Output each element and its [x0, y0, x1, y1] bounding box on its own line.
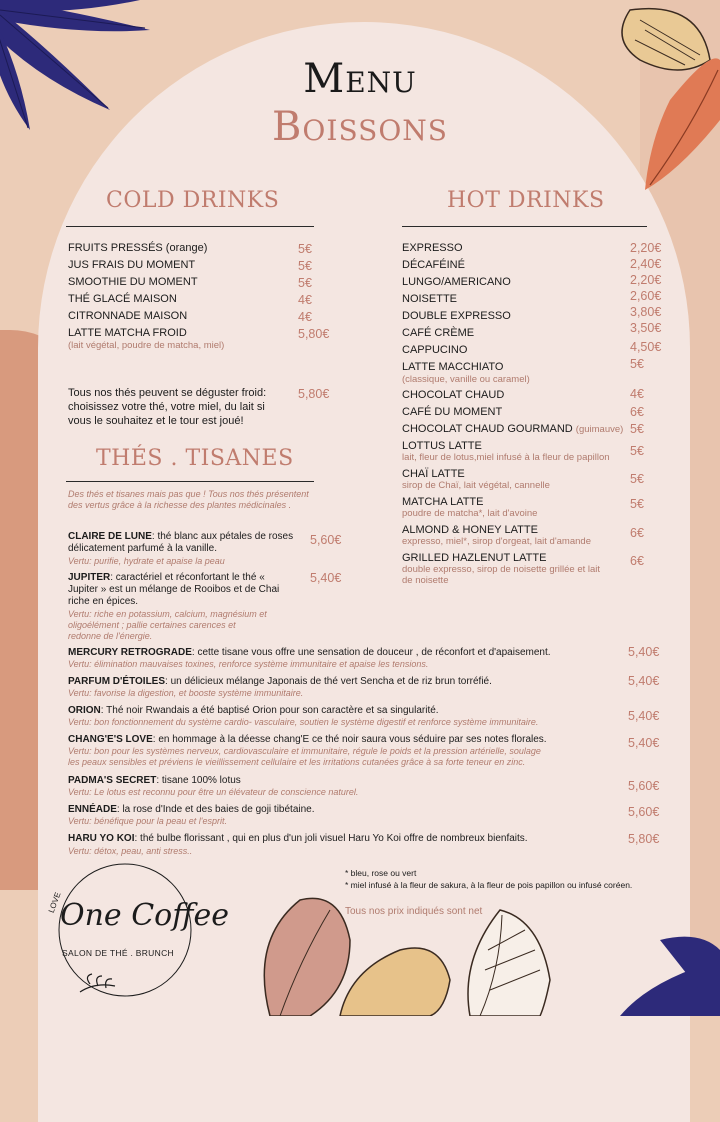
tea-item-price: 5,40€ [628, 709, 660, 723]
hot-item-sub: lait, fleur de lotus,miel infusé à la fleur de papillon [402, 452, 610, 463]
hot-item-name: LATTE MACCHIATO [402, 361, 504, 373]
logo-brand-name: One Coffee [60, 898, 229, 933]
hot-drinks-rule [402, 226, 647, 227]
hot-item-sub: sirop de Chaï, lait végétal, cannelle [402, 480, 550, 491]
tea-item-desc: : thé blanc aux pétales de roses [151, 531, 294, 542]
tea-item-vertu: Vertu: bon fonctionnement du système cardio- vasculaire, soutien le système digestif et renforce système immunitaire. [68, 717, 539, 727]
hot-item-extra: (guimauve) [575, 424, 624, 435]
prices-net-note: Tous nos prix indiqués sont net [345, 906, 483, 917]
tea-item-name: ENNÉADE [68, 804, 117, 815]
tea-item-vertu: Vertu: bon pour les systèmes nerveux, cardiovasculaire et immunitaire, régule le poids et la pression artérielle, soulage [68, 746, 541, 756]
teas-rule [66, 481, 314, 482]
one-coffee-logo [40, 862, 240, 1012]
hot-item-sub: double expresso, sirop de noisette grillée et lait [402, 564, 601, 575]
footnote-colors: * bleu, rose ou vert [345, 868, 417, 878]
tea-item-vertu: Vertu: bénéfique pour la peau et l'esprit. [68, 816, 227, 826]
hot-item-name: ALMOND & HONEY LATTE [402, 524, 538, 536]
iced-tea-price: 5,80€ [298, 387, 330, 401]
hot-item-price: 5€ [630, 422, 644, 436]
tea-item-price: 5,60€ [628, 805, 660, 819]
hot-item-name: LOTTUS LATTE [402, 440, 482, 452]
tea-item-name: CHANG'E'S LOVE [68, 734, 153, 745]
tea-item-line [68, 705, 439, 717]
tea-item-vertu: redonne de l'énergie. [68, 631, 153, 641]
hot-item-price: 2,60€ [630, 289, 662, 303]
tea-item-name: MERCURY RETROGRADE [68, 647, 192, 658]
tea-item-desc: délicatement parfumé à la vanille. [68, 543, 217, 554]
iced-tea-note-line: Tous nos thés peuvent se déguster froid: [68, 387, 267, 399]
cold-item-sub: (lait végétal, poudre de matcha, miel) [68, 340, 225, 351]
hot-item-name: CHAÏ LATTE [402, 468, 465, 480]
tea-item-desc: : tisane 100% lotus [156, 775, 241, 786]
cold-item-price: 5€ [298, 242, 312, 256]
cold-item-name: SMOOTHIE DU MOMENT [68, 276, 198, 288]
tea-item-vertu: Vertu: détox, peau, anti stress.. [68, 846, 193, 856]
cold-item-name: CITRONNADE MAISON [68, 310, 188, 322]
tea-item-name: ORION [68, 705, 101, 716]
hot-item-price: 5€ [630, 444, 644, 458]
tea-item-line [68, 804, 315, 816]
tea-item-line [68, 572, 265, 584]
tea-item-desc: : en hommage à la déesse chang'E ce thé noir saura vous séduire par ses notes florales. [152, 734, 547, 745]
tea-item-price: 5,40€ [628, 736, 660, 750]
cold-item-price: 5€ [298, 259, 312, 273]
hot-item-price: 5€ [630, 497, 644, 511]
logo-tagline: SALON DE THÉ . BRUNCH [62, 948, 174, 958]
hot-item-name: NOISETTE [402, 293, 458, 305]
tea-item-line [68, 676, 492, 688]
iced-tea-note-line: choisissez votre thé, votre miel, du lait si [68, 401, 265, 413]
tea-item-price: 5,60€ [628, 779, 660, 793]
tea-item-name: HARU YO KOI [68, 833, 135, 844]
tea-item-vertu: Vertu: Le lotus est reconnu pour être un élévateur de conscience naturel. [68, 787, 359, 797]
tea-item-line [68, 833, 528, 845]
tea-item-line [68, 647, 551, 659]
cold-drinks-rule [66, 226, 314, 227]
hot-item-price: 4,50€ [630, 340, 662, 354]
menu-title: Menu [303, 56, 417, 102]
tea-item-vertu: Vertu: favorise la digestion, et booste système immunitaire. [68, 688, 304, 698]
hot-item-price: 2,20€ [630, 241, 662, 255]
tea-item-desc: : caractériel et réconfortant le thé « [110, 572, 265, 583]
hot-item-price: 2,20€ [630, 273, 662, 287]
cold-item-name: JUS FRAIS DU MOMENT [68, 259, 196, 271]
tea-item-vertu: Vertu: élimination mauvaises toxines, renforce système immunitaire et apaise les tensions. [68, 659, 429, 669]
hot-item-price: 6€ [630, 526, 644, 540]
tea-item-desc: : thé bulbe florissant , qui en plus d'un joli visuel Haru Yo Koi offre de nombreux bienfaits. [134, 833, 528, 844]
teas-intro-line: Des thés et tisanes mais pas que ! Tous nos thés présentent [68, 489, 309, 499]
tea-item-line [68, 531, 293, 543]
hot-item-price: 4€ [630, 387, 644, 401]
footnote-honey: * miel infusé à la fleur de sakura, à la fleur de pois papillon ou infusé coréen. [345, 880, 633, 890]
hot-item-sub: (classique, vanille ou caramel) [402, 374, 530, 385]
hot-item-price: 3,50€ [630, 321, 662, 335]
hot-item-price: 6€ [630, 405, 644, 419]
tea-item-name: CLAIRE DE LUNE [68, 531, 152, 542]
hot-item-price: 2,40€ [630, 257, 662, 271]
tea-item-desc: Jupiter » est un mélange de Rooibos et de Chai [68, 584, 280, 595]
cold-item-price: 5€ [298, 276, 312, 290]
hot-item-name: GRILLED HAZLENUT LATTE [402, 552, 547, 564]
cold-item-name: LATTE MATCHA FROID [68, 327, 187, 339]
cold-item-name: FRUITS PRESSÉS (orange) [68, 242, 208, 254]
tea-item-desc: : la rose d'Inde et des baies de goji tibétaine. [116, 804, 315, 815]
hot-item-name: DOUBLE EXPRESSO [402, 310, 511, 322]
hot-item-name: CAPPUCINO [402, 344, 468, 356]
blue-leaf-bottom-right-icon [600, 900, 720, 1016]
tea-item-line [68, 775, 241, 787]
hot-item-price: 5€ [630, 357, 644, 371]
hot-item-price: 5€ [630, 472, 644, 486]
tea-item-desc: : cette tisane vous offre une sensation de douceur , de réconfort et d'apaisement. [191, 647, 551, 658]
tea-item-vertu: Vertu: riche en potassium, calcium, magnésium et [68, 609, 267, 619]
logo-love-text: LOVE [46, 890, 63, 915]
cold-item-price: 5,80€ [298, 327, 330, 341]
iced-tea-note-line: vous le souhaitez et le tour est joué! [68, 415, 244, 427]
tea-item-desc: : Thé noir Rwandais a été baptisé Orion pour son caractère et sa singularité. [100, 705, 439, 716]
hot-item-name: LUNGO/AMERICANO [402, 276, 511, 288]
hot-item-name: CAFÉ DU MOMENT [402, 406, 503, 418]
tea-item-price: 5,80€ [628, 832, 660, 846]
tea-item-price: 5,40€ [628, 645, 660, 659]
tea-item-line [68, 734, 547, 746]
hot-item-name: DÉCAFÉINÉ [402, 259, 465, 271]
cold-item-price: 4€ [298, 310, 312, 324]
hot-item-name: CAFÉ CRÈME [402, 327, 475, 339]
tea-item-desc: riche en épices. [68, 596, 139, 607]
tea-item-vertu: oligoélément ; pallie certaines carences et [68, 620, 236, 630]
logo-circle-icon [40, 862, 240, 1012]
teas-title: THÉS . TISANES [96, 446, 294, 471]
cold-drinks-title: COLD DRINKS [106, 188, 280, 213]
hot-item-price: 3,80€ [630, 305, 662, 319]
hot-item-name: CHOCOLAT CHAUD GOURMAND [402, 423, 573, 435]
tea-item-name: PADMA'S SECRET [68, 775, 157, 786]
hot-item-name: CHOCOLAT CHAUD [402, 389, 505, 401]
hot-item-line [402, 423, 623, 436]
cold-item-name: THÉ GLACÉ MAISON [68, 293, 177, 305]
hot-drinks-title: HOT DRINKS [447, 188, 605, 213]
tea-item-price: 5,60€ [310, 533, 342, 547]
tropical-leaves-bottom-icon [240, 880, 570, 1016]
teas-intro-line: des vertus grâce à la richesse des plantes médicinales . [68, 500, 292, 510]
tea-item-price: 5,40€ [310, 571, 342, 585]
hot-item-sub: poudre de matcha*, lait d'avoine [402, 508, 538, 519]
menu-subtitle: Boissons [272, 104, 448, 150]
tea-item-name: JUPITER [68, 572, 111, 583]
hot-item-name: EXPRESSO [402, 242, 463, 254]
tea-item-desc: : un délicieux mélange Japonais de thé vert Sencha et de riz brun torréfié. [165, 676, 492, 687]
tea-item-vertu: les peaux sensibles et préviens le vieillissement cellulaire et les irritations cutanées grâce à sa forte teneur en zinc. [68, 757, 526, 767]
hot-item-price: 6€ [630, 554, 644, 568]
cold-item-price: 4€ [298, 293, 312, 307]
tea-item-vertu: Vertu: purifie, hydrate et apaise la peau [68, 556, 225, 566]
hot-item-sub: de noisette [402, 575, 449, 586]
tea-item-price: 5,40€ [628, 674, 660, 688]
hot-item-sub: expresso, miel*, sirop d'orgeat, lait d'amande [402, 536, 591, 547]
hot-item-name: MATCHA LATTE [402, 496, 484, 508]
tea-item-name: PARFUM D'ÉTOILES [68, 676, 166, 687]
